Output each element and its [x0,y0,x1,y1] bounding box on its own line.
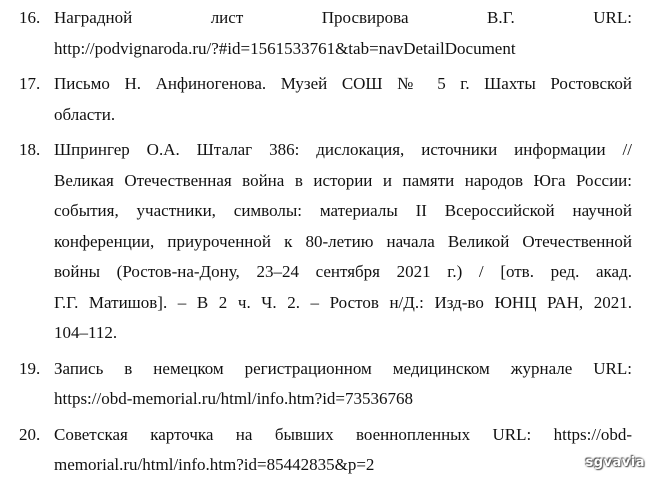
reference-number: 17. [19,74,41,93]
reference-number: 18. [19,140,41,159]
reference-item [0,420,653,481]
reference-line: Наградной лист Просвирова В.Г. URL: [54,8,632,27]
reference-line: Шпрингер О.А. Шталаг 386: дислокация, источники информации // [54,140,632,159]
reference-list [0,3,653,481]
reference-text [54,3,632,64]
reference-text [54,354,632,415]
reference-item [0,69,653,130]
reference-line: Письмо Н. Анфиногенова. Музей СОШ № 5 г. Шахты Ростовской [54,74,632,93]
reference-line: Запись в немецком регистрационном медицинском журнале URL: [54,358,632,378]
reference-number: 20. [19,424,41,444]
reference-line: Советская карточка на бывших военнопленных URL: https://obd- [54,424,632,444]
reference-item [0,135,653,349]
reference-line: http://podvignaroda.ru/?#id=1561533761&tab=navDetailDocument [54,38,516,58]
reference-number: 16. [19,8,41,27]
reference-line: memorial.ru/html/info.htm?id=85442835&p=2 [54,455,375,474]
reference-line: войны (Ростов-на-Дону, 23–24 сентября 2021 г.) / [отв. ред. акад. [54,262,632,281]
reference-text [54,135,632,349]
reference-item [0,3,653,64]
reference-item [0,354,653,415]
reference-line: конференции, приуроченной к 80-летию начала Великой Отечественной [54,231,632,251]
reference-text [54,69,632,130]
reference-line: https://obd-memorial.ru/html/info.htm?id=73536768 [54,389,414,408]
reference-line: области. [54,104,116,124]
reference-number: 19. [19,358,41,378]
reference-line: 104–112. [54,323,118,342]
reference-text [54,420,632,481]
reference-line: события, участники, символы: материалы II Всероссийской научной [54,201,632,220]
watermark: sgvavia [585,455,645,470]
reference-line: Г.Г. Матишов]. – В 2 ч. Ч. 2. – Ростов н/Д.: Изд-во ЮНЦ РАН, 2021. [54,292,632,312]
reference-line: Великая Отечественная война в истории и памяти народов Юга России: [54,170,632,190]
